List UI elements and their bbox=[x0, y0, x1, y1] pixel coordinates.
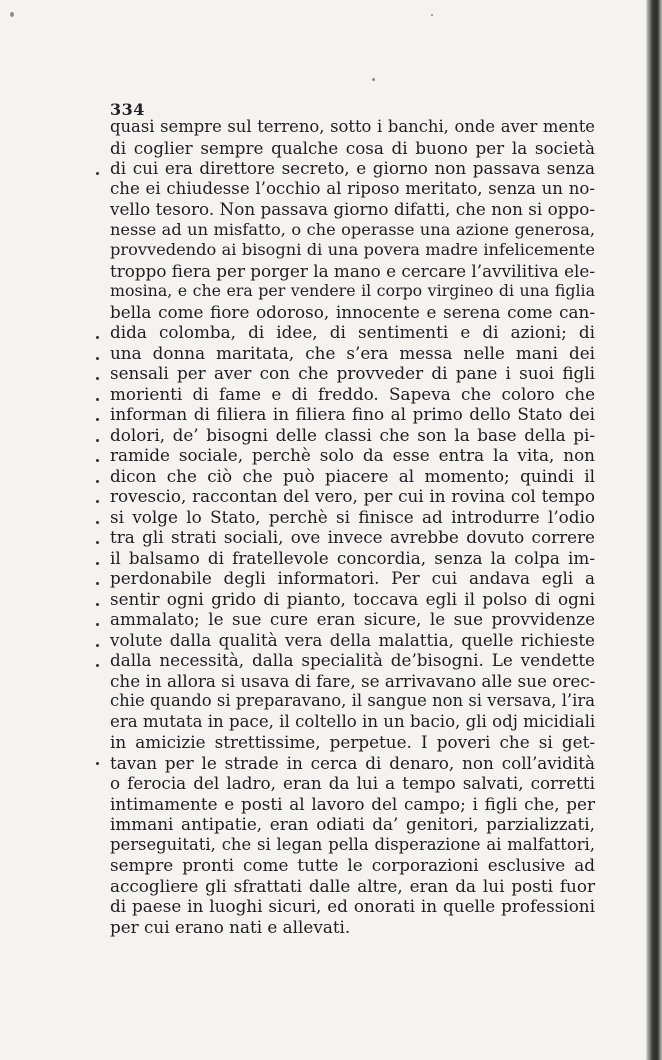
text-line: una donna maritata, che s’era messa nelle mani dei bbox=[110, 342, 595, 363]
text-line: di paese in luoghi sicuri, ed onorati in quelle professioni bbox=[110, 896, 595, 916]
margin-dot bbox=[96, 664, 99, 667]
text-line: morienti di fame e di freddo. Sapeva che coloro che bbox=[110, 383, 595, 404]
text-line: sentir ogni grido di pianto, toccava egli il polso di ogni bbox=[110, 588, 595, 609]
text-line: il balsamo di fratellevole concordia, senza la colpa im- bbox=[110, 547, 595, 568]
text-line: chie quando si preparavano, il sangue non si versava, l’ira bbox=[110, 691, 595, 710]
text-line: che ei chiudesse l’occhio al riposo meritato, senza un no- bbox=[110, 178, 595, 198]
margin-dot bbox=[96, 336, 99, 339]
text-line: quasi sempre sul terreno, sotto i banchi, onde aver mente bbox=[110, 117, 595, 136]
margin-dot bbox=[96, 603, 99, 606]
margin-dot bbox=[96, 377, 99, 380]
text-line: troppo fiera per porger la mano e cercare l’avvilitiva ele- bbox=[110, 260, 595, 281]
text-line: di coglier sempre qualche cosa di buono per la società bbox=[110, 137, 595, 158]
page-number: 334 bbox=[110, 100, 145, 119]
text-line: accogliere gli sfrattati dalle altre, eran da lui posti fuor bbox=[110, 875, 595, 896]
text-line: nesse ad un misfatto, o che operasse una azione generosa, bbox=[110, 219, 595, 239]
text-line: perseguitati, che si legan pella disperazione ai malfattori, bbox=[110, 834, 595, 854]
margin-dot bbox=[96, 357, 99, 360]
text-line: per cui erano nati e allevati. bbox=[110, 916, 351, 937]
text-line: o ferocia del ladro, eran da lui a tempo salvati, corretti bbox=[110, 773, 595, 793]
text-line: si volge lo Stato, perchè si finisce ad introdurre l’odio bbox=[110, 506, 595, 527]
text-line: mosina, e che era per vendere il corpo virgineo di una figlia bbox=[110, 281, 595, 300]
text-line: dalla necessità, dalla specialità de’bisogni. Le vendette bbox=[110, 650, 595, 670]
text-line: dida colomba, di idee, di sentimenti e di azioni; di bbox=[110, 322, 595, 342]
margin-dot bbox=[96, 582, 99, 585]
margin-dot bbox=[96, 623, 99, 626]
text-line: provvedendo ai bisogni di una povera madre infelicemente bbox=[110, 240, 595, 259]
body-text bbox=[110, 117, 595, 937]
text-line: sensali per aver con che provveder di pane i suoi figli bbox=[110, 363, 595, 383]
text-line: ammalato; le sue cure eran sicure, le sue provvidenze bbox=[110, 609, 595, 629]
margin-dot bbox=[96, 418, 99, 421]
page-edge-shadow bbox=[646, 0, 662, 1060]
text-line: bella come fiore odoroso, innocente e serena come can- bbox=[110, 301, 595, 322]
text-line: dolori, de’ bisogni delle classi che son la base della pi- bbox=[110, 424, 595, 445]
text-line: di cui era direttore secreto, e giorno non passava senza bbox=[110, 158, 595, 178]
text-line: dicon che ciò che può piacere al momento; quindi il bbox=[110, 465, 595, 486]
margin-dot bbox=[96, 521, 99, 524]
paper-speck bbox=[372, 78, 375, 81]
text-line: ramide sociale, perchè solo da esse entra la vita, non bbox=[110, 445, 595, 465]
text-line: immani antipatie, eran odiati da’ genitori, parzializzati, bbox=[110, 814, 595, 834]
text-line: sempre pronti come tutte le corporazioni esclusive ad bbox=[110, 855, 595, 875]
margin-dot bbox=[96, 439, 99, 442]
margin-dot bbox=[96, 398, 99, 401]
paper-speck bbox=[431, 14, 433, 16]
text-line: tavan per le strade in cerca di denaro, non coll’avidità bbox=[110, 752, 595, 773]
margin-dot bbox=[96, 644, 99, 647]
margin-dot bbox=[96, 541, 99, 544]
margin-dot bbox=[96, 762, 99, 765]
text-line: che in allora si usava di fare, se arrivavano alle sue orec- bbox=[110, 670, 596, 691]
margin-dot bbox=[96, 562, 99, 565]
margin-dot bbox=[96, 459, 99, 462]
text-line: informan di filiera in filiera fino al primo dello Stato dei bbox=[110, 404, 595, 424]
margin-dot bbox=[96, 480, 99, 483]
margin-dot bbox=[96, 172, 99, 175]
text-line: in amicizie strettissime, perpetue. I poveri che si get- bbox=[110, 732, 595, 752]
text-line: rovescio, raccontan del vero, per cui in rovina col tempo bbox=[110, 486, 595, 506]
text-line: volute dalla qualità vera della malattia, quelle richieste bbox=[110, 629, 595, 650]
margin-dot bbox=[96, 500, 99, 503]
paper-speck bbox=[10, 12, 14, 17]
text-line: perdonabile degli informatori. Per cui andava egli a bbox=[110, 568, 595, 588]
text-line: intimamente e posti al lavoro del campo; i figli che, per bbox=[110, 793, 595, 814]
text-line: vello tesoro. Non passava giorno difatti, che non si oppo- bbox=[110, 199, 595, 219]
text-line: era mutata in pace, il coltello in un bacio, gli odj micidiali bbox=[110, 711, 596, 731]
text-line: tra gli strati sociali, ove invece avrebbe dovuto correre bbox=[110, 527, 595, 547]
